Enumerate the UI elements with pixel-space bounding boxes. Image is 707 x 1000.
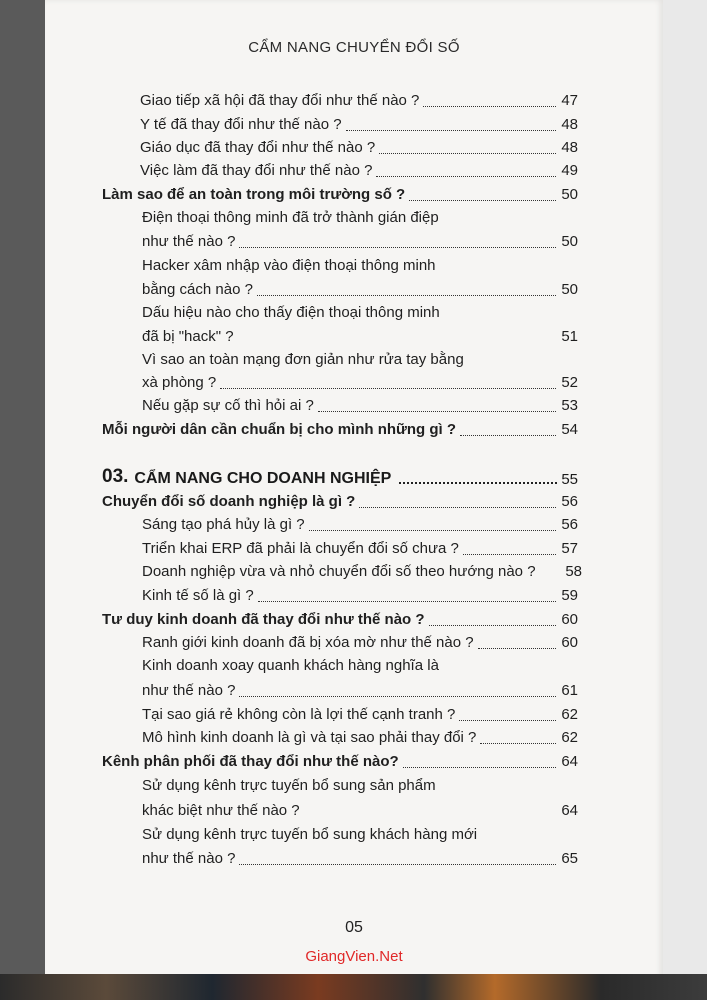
toc-entry[interactable]: Mô hình kinh doanh là gì và tại sao phải thay đổi ? 62 [142, 729, 578, 746]
toc-heading[interactable]: Chuyển đổi số doanh nghiệp là gì ? 56 [102, 493, 578, 510]
toc-entry-line1: Sử dụng kênh trực tuyến bổ sung sản phẩm [142, 777, 436, 794]
scan-right-edge [663, 0, 707, 1000]
toc-entry[interactable]: xà phòng ? 52 [142, 374, 578, 391]
toc-entry[interactable]: Ranh giới kinh doanh đã bị xóa mờ như thế nào ? 60 [142, 634, 578, 651]
scan-bottom-edge [0, 974, 707, 1000]
toc-heading[interactable]: Kênh phân phối đã thay đổi như thế nào? 64 [102, 753, 578, 770]
toc-entry-line1: Hacker xâm nhập vào điện thoại thông minh [142, 257, 436, 274]
toc-entry[interactable]: như thế nào ? 65 [142, 850, 578, 867]
toc-entry-line1: Vì sao an toàn mạng đơn giản như rửa tay bằng [142, 351, 464, 368]
toc-entry[interactable]: như thế nào ? 50 [142, 233, 578, 250]
toc-entry[interactable]: khác biệt như thế nào ? 64 [142, 802, 578, 819]
book-page [45, 0, 663, 992]
section-heading[interactable]: 03. CẨM NANG CHO DOANH NGHIỆP 55 [102, 466, 578, 488]
toc-entry[interactable]: đã bị "hack" ? 51 [142, 328, 578, 345]
toc-entry[interactable]: Tại sao giá rẻ không còn là lợi thế cạnh tranh ? 62 [142, 706, 578, 723]
watermark: GiangVien.Net [305, 948, 403, 965]
toc-entry-line1: Điện thoại thông minh đã trở thành gián điệp [142, 209, 439, 226]
toc-entry[interactable]: Giao tiếp xã hội đã thay đổi như thế nào ? 47 [140, 92, 578, 109]
toc-heading[interactable]: Tư duy kinh doanh đã thay đổi như thế nào ? 60 [102, 611, 578, 628]
toc-entry[interactable]: Kinh tế số là gì ? 59 [142, 587, 578, 604]
toc-entry[interactable]: Giáo dục đã thay đổi như thế nào ? 48 [140, 139, 578, 156]
toc-entry[interactable]: Sáng tạo phá hủy là gì ? 56 [142, 516, 578, 533]
toc-entry[interactable]: Triển khai ERP đã phải là chuyển đổi số chưa ? 57 [142, 540, 578, 557]
running-header: CẨM NANG CHUYỂN ĐỔI SỐ [248, 39, 460, 56]
toc-entry-line1: Kinh doanh xoay quanh khách hàng nghĩa là [142, 657, 439, 674]
toc-entry[interactable]: Y tế đã thay đổi như thế nào ? 48 [140, 116, 578, 133]
scan-left-edge [0, 0, 45, 1000]
toc-entry[interactable]: như thế nào ? 61 [142, 682, 578, 699]
toc-entry[interactable]: Doanh nghiệp vừa và nhỏ chuyển đổi số theo hướng nào ? 58 [142, 563, 582, 580]
toc-entry[interactable]: Việc làm đã thay đổi như thế nào ? 49 [140, 162, 578, 179]
toc-heading[interactable]: Mỗi người dân cần chuẩn bị cho mình những gì ? 54 [102, 421, 578, 438]
toc-entry[interactable]: Nếu gặp sự cố thì hỏi ai ? 53 [142, 397, 578, 414]
toc-heading[interactable]: Làm sao để an toàn trong môi trường số ? 50 [102, 186, 578, 203]
toc-entry-line1: Dấu hiệu nào cho thấy điện thoại thông minh [142, 304, 440, 321]
toc-entry[interactable]: bằng cách nào ? 50 [142, 281, 578, 298]
page-number: 05 [345, 919, 363, 936]
toc-entry-line1: Sử dụng kênh trực tuyến bổ sung khách hàng mới [142, 826, 478, 843]
